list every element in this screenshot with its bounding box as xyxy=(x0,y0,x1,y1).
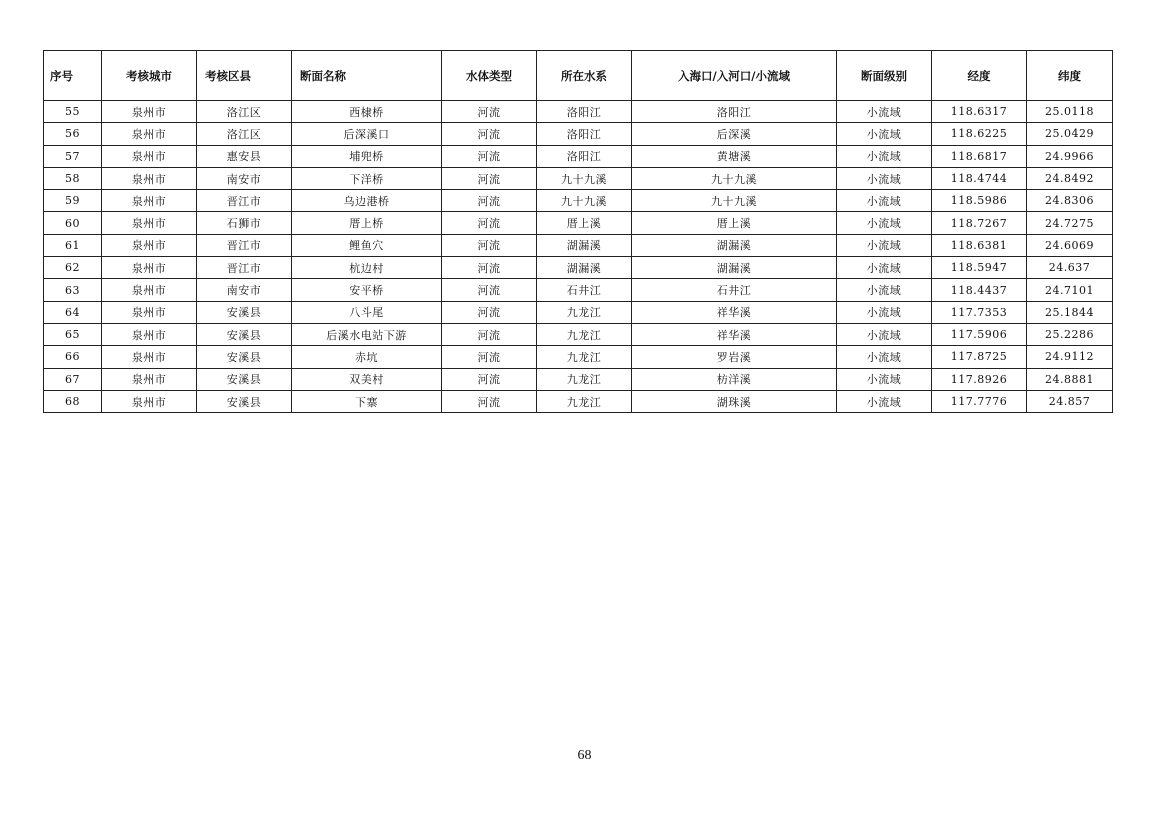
cell-longitude: 117.7776 xyxy=(932,390,1027,412)
cell-city: 泉州市 xyxy=(102,234,197,256)
cell-district: 晋江市 xyxy=(197,257,292,279)
cell-outlet-basin: 祥华溪 xyxy=(632,323,837,345)
cell-city: 泉州市 xyxy=(102,123,197,145)
cell-serial-number: 66 xyxy=(44,346,102,368)
cell-section-level: 小流域 xyxy=(837,390,932,412)
cell-city: 泉州市 xyxy=(102,368,197,390)
cell-river-system: 厝上溪 xyxy=(537,212,632,234)
cell-river-system: 九十九溪 xyxy=(537,190,632,212)
cell-water-body-type: 河流 xyxy=(442,323,537,345)
monitoring-sections-table xyxy=(43,50,1113,413)
cell-latitude: 24.8492 xyxy=(1027,167,1113,189)
header-section-level: 断面级别 xyxy=(837,51,932,101)
cell-water-body-type: 河流 xyxy=(442,190,537,212)
cell-longitude: 118.6381 xyxy=(932,234,1027,256)
cell-water-body-type: 河流 xyxy=(442,279,537,301)
cell-river-system: 石井江 xyxy=(537,279,632,301)
cell-section-name: 杭边村 xyxy=(292,257,442,279)
cell-outlet-basin: 九十九溪 xyxy=(632,167,837,189)
cell-latitude: 25.0118 xyxy=(1027,101,1113,123)
cell-district: 石狮市 xyxy=(197,212,292,234)
cell-city: 泉州市 xyxy=(102,145,197,167)
cell-section-name: 后深溪口 xyxy=(292,123,442,145)
cell-longitude: 118.7267 xyxy=(932,212,1027,234)
cell-district: 晋江市 xyxy=(197,234,292,256)
table-row xyxy=(44,212,1113,234)
cell-serial-number: 60 xyxy=(44,212,102,234)
cell-latitude: 24.8306 xyxy=(1027,190,1113,212)
cell-water-body-type: 河流 xyxy=(442,123,537,145)
table-row xyxy=(44,123,1113,145)
cell-section-name: 鲤鱼穴 xyxy=(292,234,442,256)
page-number: 68 xyxy=(577,748,592,763)
cell-longitude: 118.4437 xyxy=(932,279,1027,301)
header-city: 考核城市 xyxy=(102,51,197,101)
table-row xyxy=(44,279,1113,301)
table-row xyxy=(44,145,1113,167)
cell-section-level: 小流域 xyxy=(837,301,932,323)
cell-district: 安溪县 xyxy=(197,301,292,323)
header-river-system: 所在水系 xyxy=(537,51,632,101)
table-row xyxy=(44,167,1113,189)
cell-outlet-basin: 湖漏溪 xyxy=(632,234,837,256)
cell-section-level: 小流域 xyxy=(837,212,932,234)
cell-water-body-type: 河流 xyxy=(442,145,537,167)
cell-latitude: 24.9966 xyxy=(1027,145,1113,167)
cell-district: 晋江市 xyxy=(197,190,292,212)
cell-outlet-basin: 罗岩溪 xyxy=(632,346,837,368)
cell-river-system: 湖漏溪 xyxy=(537,234,632,256)
cell-latitude: 24.637 xyxy=(1027,257,1113,279)
cell-section-name: 厝上桥 xyxy=(292,212,442,234)
cell-water-body-type: 河流 xyxy=(442,167,537,189)
cell-section-name: 乌边港桥 xyxy=(292,190,442,212)
cell-water-body-type: 河流 xyxy=(442,346,537,368)
header-water-body-type: 水体类型 xyxy=(442,51,537,101)
cell-water-body-type: 河流 xyxy=(442,212,537,234)
cell-section-name: 安平桥 xyxy=(292,279,442,301)
cell-district: 安溪县 xyxy=(197,323,292,345)
cell-outlet-basin: 祥华溪 xyxy=(632,301,837,323)
cell-river-system: 九十九溪 xyxy=(537,167,632,189)
cell-longitude: 118.6817 xyxy=(932,145,1027,167)
cell-district: 南安市 xyxy=(197,167,292,189)
cell-serial-number: 57 xyxy=(44,145,102,167)
cell-outlet-basin: 九十九溪 xyxy=(632,190,837,212)
cell-river-system: 九龙江 xyxy=(537,323,632,345)
cell-water-body-type: 河流 xyxy=(442,234,537,256)
cell-district: 洛江区 xyxy=(197,101,292,123)
cell-district: 洛江区 xyxy=(197,123,292,145)
cell-city: 泉州市 xyxy=(102,167,197,189)
table-row xyxy=(44,101,1113,123)
cell-district: 安溪县 xyxy=(197,390,292,412)
cell-serial-number: 63 xyxy=(44,279,102,301)
cell-city: 泉州市 xyxy=(102,279,197,301)
cell-section-name: 埔兜桥 xyxy=(292,145,442,167)
cell-serial-number: 67 xyxy=(44,368,102,390)
cell-section-level: 小流域 xyxy=(837,279,932,301)
table-row xyxy=(44,257,1113,279)
cell-section-level: 小流域 xyxy=(837,123,932,145)
cell-serial-number: 68 xyxy=(44,390,102,412)
cell-longitude: 118.6317 xyxy=(932,101,1027,123)
table-row xyxy=(44,301,1113,323)
cell-latitude: 24.857 xyxy=(1027,390,1113,412)
cell-section-level: 小流域 xyxy=(837,368,932,390)
cell-latitude: 25.2286 xyxy=(1027,323,1113,345)
cell-outlet-basin: 湖珠溪 xyxy=(632,390,837,412)
cell-section-name: 下洋桥 xyxy=(292,167,442,189)
cell-section-name: 西棣桥 xyxy=(292,101,442,123)
cell-longitude: 118.4744 xyxy=(932,167,1027,189)
cell-water-body-type: 河流 xyxy=(442,101,537,123)
cell-outlet-basin: 枋洋溪 xyxy=(632,368,837,390)
cell-serial-number: 55 xyxy=(44,101,102,123)
cell-section-name: 双美村 xyxy=(292,368,442,390)
cell-district: 安溪县 xyxy=(197,368,292,390)
cell-river-system: 九龙江 xyxy=(537,390,632,412)
cell-section-name: 后溪水电站下游 xyxy=(292,323,442,345)
cell-section-name: 下寨 xyxy=(292,390,442,412)
cell-longitude: 118.5947 xyxy=(932,257,1027,279)
table-row xyxy=(44,346,1113,368)
table-row xyxy=(44,190,1113,212)
cell-latitude: 24.7101 xyxy=(1027,279,1113,301)
cell-section-name: 八斗尾 xyxy=(292,301,442,323)
cell-latitude: 24.8881 xyxy=(1027,368,1113,390)
cell-outlet-basin: 厝上溪 xyxy=(632,212,837,234)
table-row xyxy=(44,390,1113,412)
cell-outlet-basin: 洛阳江 xyxy=(632,101,837,123)
cell-section-level: 小流域 xyxy=(837,167,932,189)
cell-serial-number: 59 xyxy=(44,190,102,212)
header-section-name: 断面名称 xyxy=(292,51,442,101)
cell-longitude: 117.7353 xyxy=(932,301,1027,323)
header-latitude: 纬度 xyxy=(1027,51,1113,101)
cell-serial-number: 56 xyxy=(44,123,102,145)
cell-outlet-basin: 后深溪 xyxy=(632,123,837,145)
cell-river-system: 洛阳江 xyxy=(537,123,632,145)
cell-latitude: 25.0429 xyxy=(1027,123,1113,145)
cell-serial-number: 58 xyxy=(44,167,102,189)
cell-water-body-type: 河流 xyxy=(442,368,537,390)
cell-latitude: 25.1844 xyxy=(1027,301,1113,323)
cell-serial-number: 62 xyxy=(44,257,102,279)
cell-section-level: 小流域 xyxy=(837,234,932,256)
cell-city: 泉州市 xyxy=(102,257,197,279)
cell-serial-number: 61 xyxy=(44,234,102,256)
cell-longitude: 118.5986 xyxy=(932,190,1027,212)
cell-river-system: 湖漏溪 xyxy=(537,257,632,279)
cell-river-system: 九龙江 xyxy=(537,368,632,390)
cell-section-level: 小流域 xyxy=(837,257,932,279)
cell-river-system: 洛阳江 xyxy=(537,145,632,167)
header-longitude: 经度 xyxy=(932,51,1027,101)
table-header-row xyxy=(44,51,1113,101)
cell-longitude: 118.6225 xyxy=(932,123,1027,145)
cell-city: 泉州市 xyxy=(102,346,197,368)
cell-water-body-type: 河流 xyxy=(442,390,537,412)
cell-section-level: 小流域 xyxy=(837,346,932,368)
cell-outlet-basin: 黄塘溪 xyxy=(632,145,837,167)
cell-latitude: 24.6069 xyxy=(1027,234,1113,256)
cell-serial-number: 64 xyxy=(44,301,102,323)
cell-outlet-basin: 湖漏溪 xyxy=(632,257,837,279)
cell-river-system: 洛阳江 xyxy=(537,101,632,123)
cell-river-system: 九龙江 xyxy=(537,301,632,323)
cell-latitude: 24.7275 xyxy=(1027,212,1113,234)
table-row xyxy=(44,368,1113,390)
cell-section-level: 小流域 xyxy=(837,190,932,212)
header-outlet-basin: 入海口/入河口/小流域 xyxy=(632,51,837,101)
cell-city: 泉州市 xyxy=(102,323,197,345)
cell-water-body-type: 河流 xyxy=(442,301,537,323)
cell-city: 泉州市 xyxy=(102,212,197,234)
cell-latitude: 24.9112 xyxy=(1027,346,1113,368)
cell-city: 泉州市 xyxy=(102,390,197,412)
cell-outlet-basin: 石井江 xyxy=(632,279,837,301)
cell-city: 泉州市 xyxy=(102,101,197,123)
cell-district: 南安市 xyxy=(197,279,292,301)
cell-river-system: 九龙江 xyxy=(537,346,632,368)
cell-longitude: 117.5906 xyxy=(932,323,1027,345)
cell-longitude: 117.8725 xyxy=(932,346,1027,368)
table-row xyxy=(44,323,1113,345)
cell-section-name: 赤坑 xyxy=(292,346,442,368)
table-body xyxy=(44,101,1113,413)
header-serial-number: 序号 xyxy=(44,51,102,101)
cell-district: 安溪县 xyxy=(197,346,292,368)
cell-section-level: 小流域 xyxy=(837,101,932,123)
cell-section-level: 小流域 xyxy=(837,323,932,345)
cell-city: 泉州市 xyxy=(102,190,197,212)
cell-serial-number: 65 xyxy=(44,323,102,345)
header-district: 考核区县 xyxy=(197,51,292,101)
table-row xyxy=(44,234,1113,256)
cell-longitude: 117.8926 xyxy=(932,368,1027,390)
cell-district: 惠安县 xyxy=(197,145,292,167)
cell-section-level: 小流域 xyxy=(837,145,932,167)
cell-water-body-type: 河流 xyxy=(442,257,537,279)
cell-city: 泉州市 xyxy=(102,301,197,323)
